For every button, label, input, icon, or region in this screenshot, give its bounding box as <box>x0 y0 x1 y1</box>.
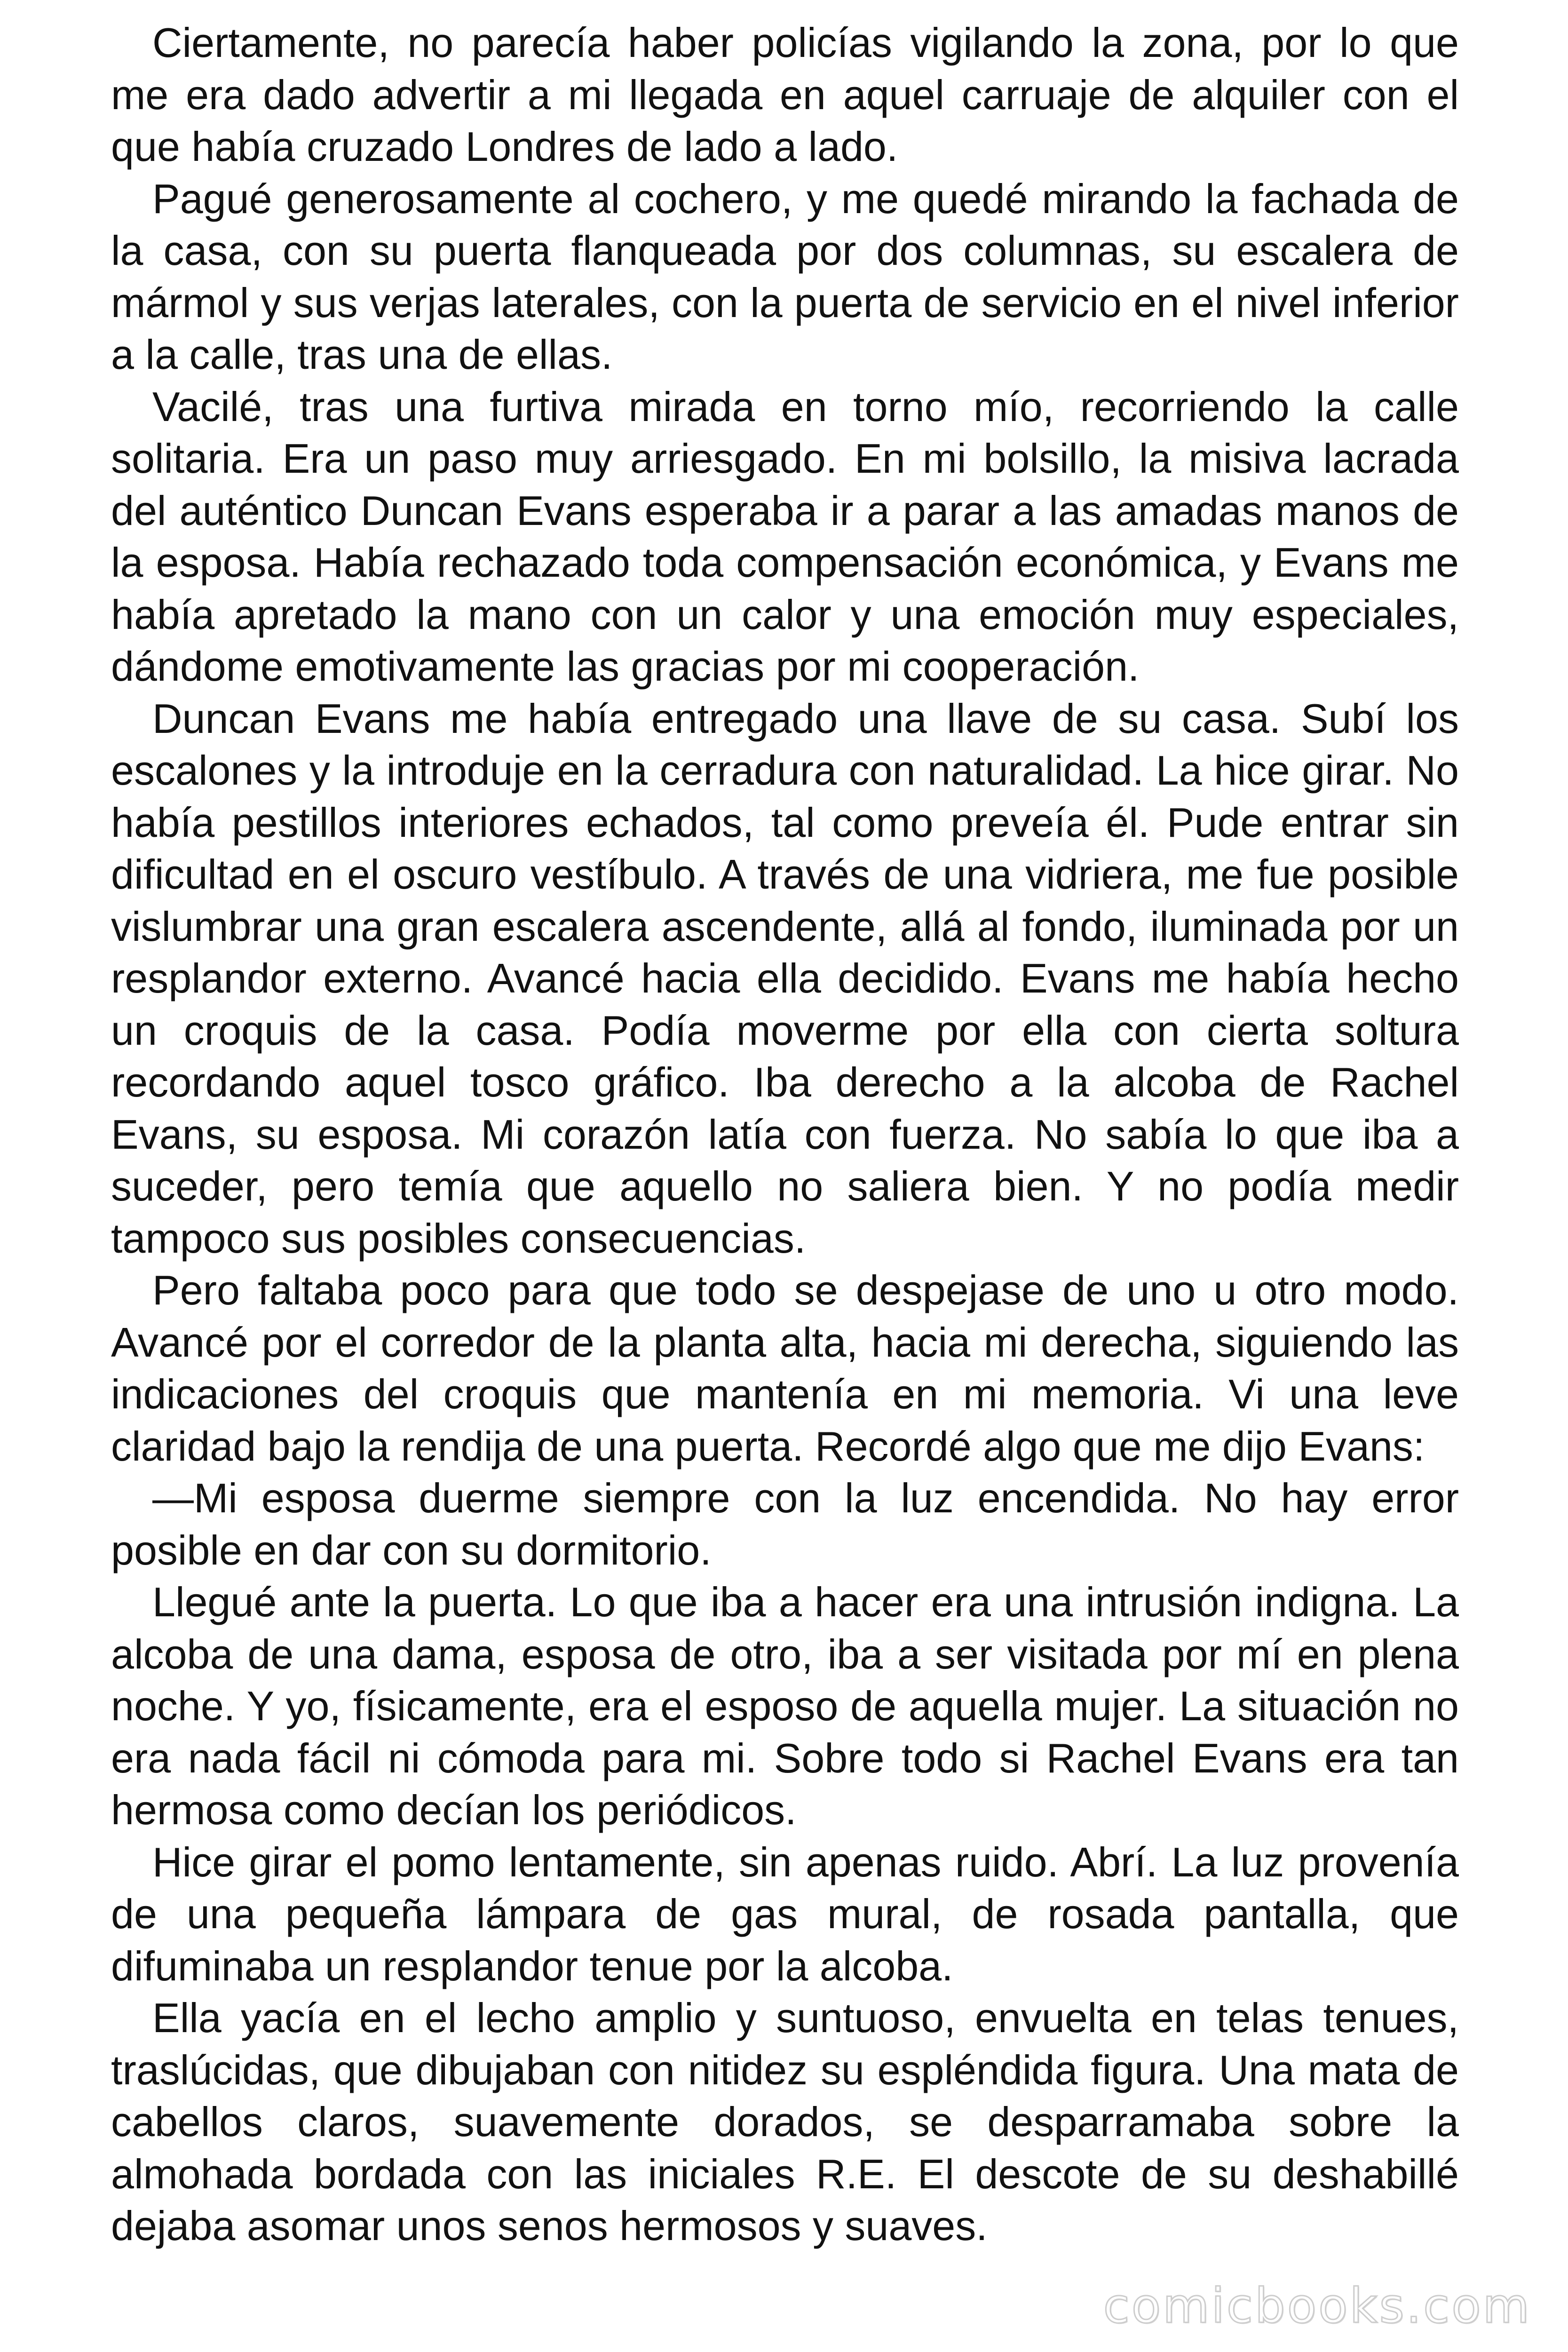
page-text <box>111 17 1459 2252</box>
paragraph: —Mi esposa duerme siempre con la luz encendida. No hay error posible en dar con su dormitorio. <box>111 1475 1459 1573</box>
paragraph: Pagué generosamente al cochero, y me quedé mirando la fachada de la casa, con su puerta flanqueada por dos columnas, su escalera de mármol y sus verjas laterales, con la puerta de servicio en el nivel inferior a la calle, tras una de ellas. <box>111 175 1459 378</box>
paragraph: Llegué ante la puerta. Lo que iba a hacer era una intrusión indigna. La alcoba de una dama, esposa de otro, iba a ser visitada por mí en plena noche. Y yo, físicamente, era el esposo de aquella mujer. La situación no era nada fácil ni cómoda para mi. Sobre todo si Rachel Evans era tan hermosa como decían los periódicos. <box>111 1579 1459 1833</box>
paragraph: Vacilé, tras una furtiva mirada en torno mío, recorriendo la calle solitaria. Era un paso muy arriesgado. En mi bolsillo, la misiva lacrada del auténtico Duncan Evans esperaba ir a parar a las amadas manos de la esposa. Había rechazado toda compensación económica, y Evans me había apretado la mano con un calor y una emoción muy especiales, dándome emotivamente las gracias por mi cooperación. <box>111 383 1459 690</box>
paragraph: Ella yacía en el lecho amplio y suntuoso, envuelta en telas tenues, traslúcidas, que dibujaban con nitidez su espléndida figura. Una mata de cabellos claros, suavemente dorados, se desparramaba sobre la almohada bordada con las iniciales R.E. El descote de su deshabillé dejaba asomar unos senos hermosos y suaves. <box>111 1994 1459 2249</box>
watermark: comicbooks.com <box>1103 2278 1531 2334</box>
paragraph: Hice girar el pomo lentamente, sin apenas ruido. Abrí. La luz provenía de una pequeña lámpara de gas mural, de rosada pantalla, que difuminaba un resplandor tenue por la alcoba. <box>111 1838 1459 1989</box>
paragraph: Pero faltaba poco para que todo se despejase de uno u otro modo. Avancé por el corredor de la planta alta, hacia mi derecha, siguiendo las indicaciones del croquis que mantenía en mi memoria. Vi una leve claridad bajo la rendija de una puerta. Recordé algo que me dijo Evans: <box>111 1267 1459 1470</box>
paragraph: Duncan Evans me había entregado una llave de su casa. Subí los escalones y la introduje en la cerradura con naturalidad. La hice girar. No había pestillos interiores echados, tal como preveía él. Pude entrar sin dificultad en el oscuro vestíbulo. A través de una vidriera, me fue posible vislumbrar una gran escalera ascendente, allá al fondo, iluminada por un resplandor externo. Avancé hacia ella decidido. Evans me había hecho un croquis de la casa. Podía moverme por ella con cierta soltura recordando aquel tosco gráfico. Iba derecho a la alcoba de Rachel Evans, su esposa. Mi corazón latía con fuerza. No sabía lo que iba a suceder, pero temía que aquello no saliera bien. Y no podía medir tampoco sus posibles consecuencias. <box>111 695 1459 1262</box>
paragraph: Ciertamente, no parecía haber policías vigilando la zona, por lo que me era dado advertir a mi llegada en aquel carruaje de alquiler con el que había cruzado Londres de lado a lado. <box>111 19 1459 170</box>
